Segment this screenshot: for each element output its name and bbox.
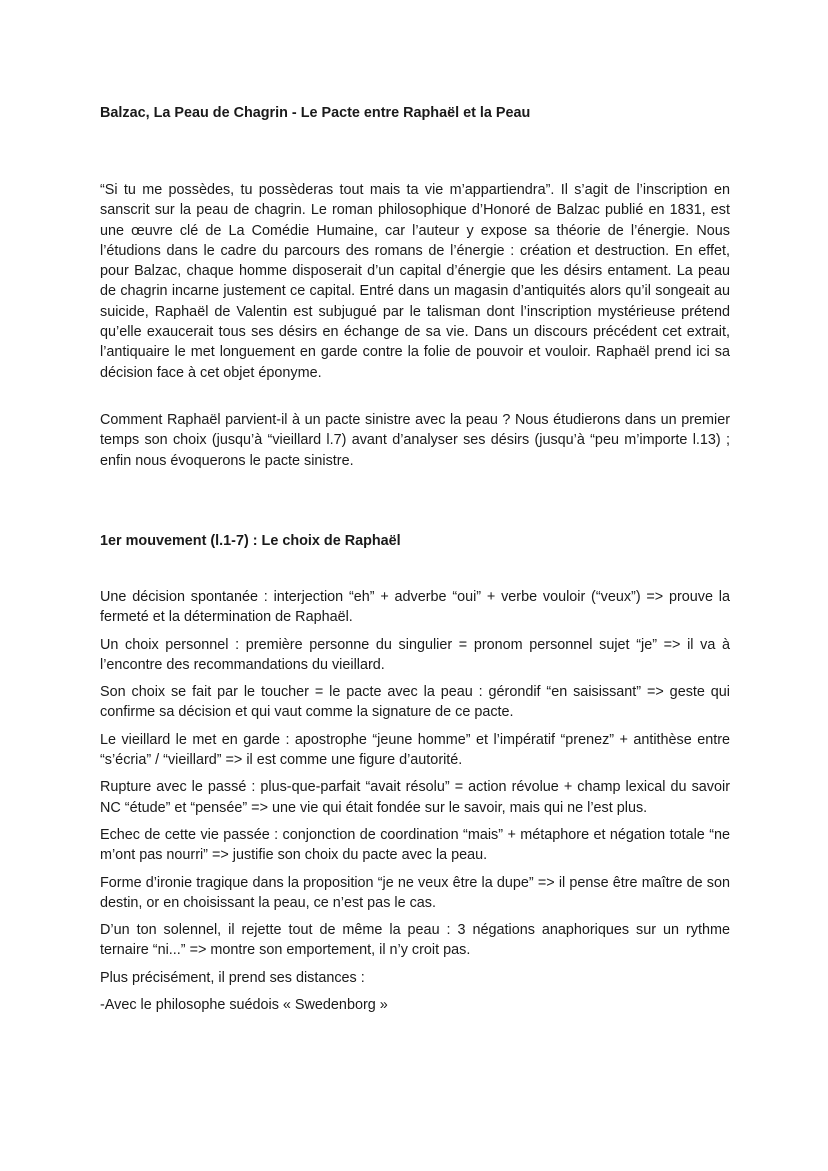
introduction-paragraph: “Si tu me possèdes, tu possèderas tout mais ta vie m’appartiendra”. Il s’agit de l’inscription en sanscrit sur la peau de chagrin. Le roman philosophique d’Honoré de Balzac publié en 1831, est une œuvre clé de La Comédie Humaine, car l’auteur y expose sa théorie de l’énergie. Nous l’étudions dans le cadre du parcours des romans de l’énergie : création et destruction. En effet, pour Balzac, chaque homme disposerait d’un capital d’énergie que les désirs entament. La peau de chagrin incarne justement ce capital. Entré dans un magasin d’antiquités alors qu’il songeait au suicide, Raphaël de Valentin est subjugué par le talisman dont l’inscription mystérieuse prétend qu’elle exaucerait tous ses désirs en échange de sa vie. Dans un discours précédent cet extrait, l’antiquaire le met longuement en garde contre la folie de pouvoir et vouloir. Raphaël prend ici sa décision face à cet objet éponyme. — [100, 182, 730, 381]
section-heading: 1er mouvement (l.1-7) : Le choix de Raphaël — [100, 533, 401, 549]
point-paragraph: Le vieillard le met en garde : apostrophe “jeune homme” et l’impératif “prenez” + antithèse entre “s’écria” / “vieillard” => il est comme une figure d’autorité. — [100, 731, 730, 769]
point-paragraph: D’un ton solennel, il rejette tout de même la peau : 3 négations anaphoriques sur un rythme ternaire “ni...” => montre son emportement, il n’y croit pas. — [100, 922, 730, 959]
point-paragraph: Forme d’ironie tragique dans la proposition “je ne veux être la dupe” => il pense être maître de son destin, or en choisissant la peau, ce n’est pas le cas. — [100, 874, 730, 911]
point-paragraph: Plus précisément, il prend ses distances : — [100, 969, 365, 986]
point-paragraph: Son choix se fait par le toucher = le pacte avec la peau : gérondif “en saisissant” => geste qui confirme sa décision et qui vaut comme la signature de ce pacte. — [100, 684, 730, 721]
problematique-paragraph: Comment Raphaël parvient-il à un pacte sinistre avec la peau ? Nous étudierons dans un premier temps son choix (jusqu’à “vieillard l.7) avant d’analyser ses désirs (jusqu’à “peu m’importe l.13) ; enfin nous évoquerons le pacte sinistre. — [100, 412, 730, 469]
point-paragraph: -Avec le philosophe suédois « Swedenborg » — [100, 997, 388, 1014]
section-points — [100, 587, 730, 1022]
point-paragraph: Une décision spontanée : interjection “eh” + adverbe “oui” + verbe vouloir (“veux”) => prouve la fermeté et la détermination de Raphaël. — [100, 589, 730, 626]
point-paragraph: Rupture avec le passé : plus-que-parfait “avait résolu” = action révolue + champ lexical du savoir NC “étude” et “pensée” => une vie qui était fondée sur le savoir, mais qui ne l’est plus. — [100, 779, 730, 816]
document-title: Balzac, La Peau de Chagrin - Le Pacte entre Raphaël et la Peau — [100, 105, 531, 121]
point-paragraph: Un choix personnel : première personne du singulier = pronom personnel sujet “je” => il va à l’encontre des recommandations du vieillard. — [100, 636, 730, 673]
point-paragraph: Echec de cette vie passée : conjonction de coordination “mais” + métaphore et négation totale “ne m’ont pas nourri” => justifie son choix du pacte avec la peau. — [100, 826, 730, 864]
